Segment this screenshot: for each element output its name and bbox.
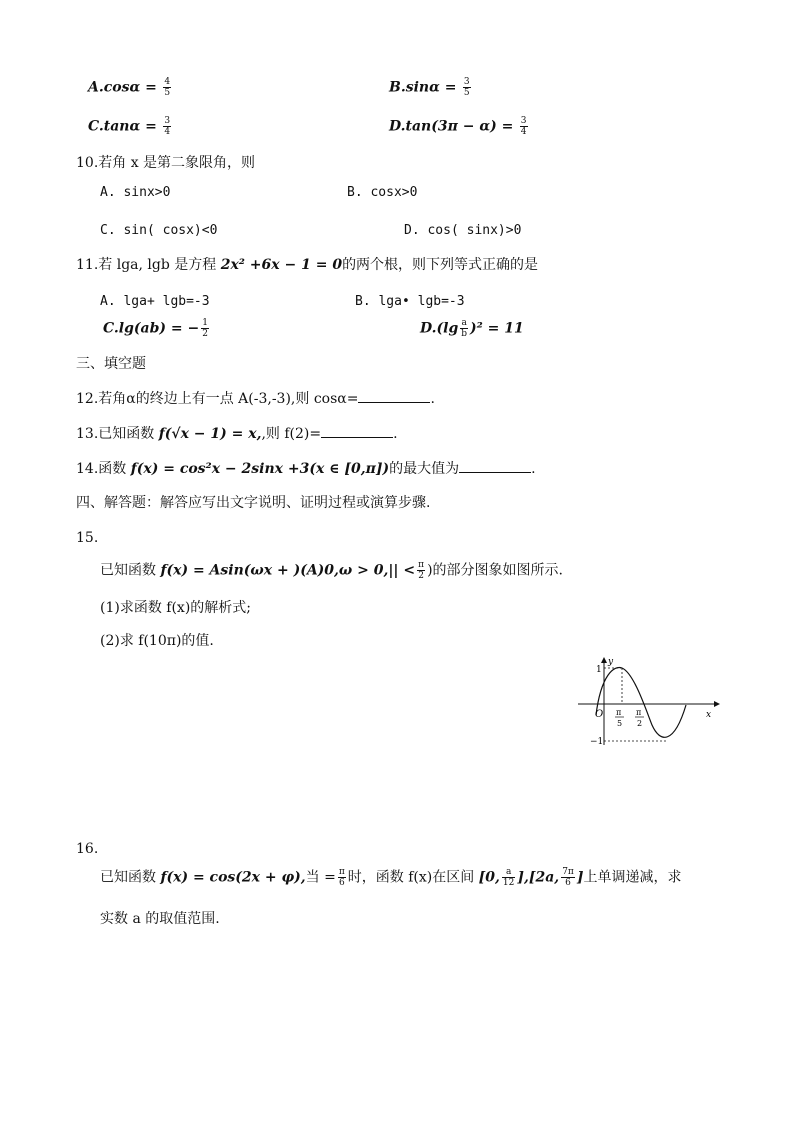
q11-option-c: C.lg(ab) = − $\frac{1}{2}$ xyxy=(103,318,208,339)
q15-stem: 已知函数 f(x) = Asin(ωx + )(A)0,ω > 0,|| < $\frac{\pi}{2}$ )的部分图象如图所示. xyxy=(100,560,563,581)
q9-option-a: A.cosα = $\frac{4}{5}$ xyxy=(88,77,171,98)
section-3-heading: 三、填空题 xyxy=(76,356,146,372)
y-axis-arrow xyxy=(601,657,607,663)
q11-option-b: B. lga• lgb=-3 xyxy=(355,294,465,309)
q12: 12.若角α的终边上有一点 A(-3,-3),则 cosα= . xyxy=(76,391,435,407)
q9-d-fraction: $\frac{3}{4}$ xyxy=(520,116,527,137)
q9-a-fraction: $\frac{4}{5}$ xyxy=(164,77,171,98)
q16-number: 16. xyxy=(76,841,99,857)
graph-tick2-den: 2 xyxy=(637,719,643,728)
q10-option-d: D. cos( sinx)>0 xyxy=(404,223,522,238)
graph-tick1-den: 5 xyxy=(617,719,623,728)
x-axis-arrow xyxy=(714,701,720,707)
q11-option-a: A. lga+ lgb=-3 xyxy=(100,294,210,309)
q16-line-2: 实数 a 的取值范围. xyxy=(100,911,220,927)
q11-equation: 2x² +6x − 1 = 0 xyxy=(220,257,343,273)
q16-stem: 已知函数 f(x) = cos(2x + φ),当 = $\frac{\pi}{6}$ 时，函数 f(x)在区间 [0, $\frac{a}{12}$ ],[2a, $\frac{7\pi}{6}$ ]上单调递减，求 xyxy=(100,867,682,888)
q15-part-2: (2)求 f(10π)的值. xyxy=(100,633,214,649)
q9-c-fraction: $\frac{3}{4}$ xyxy=(164,116,171,137)
q10-option-b: B. cosx>0 xyxy=(347,185,418,200)
q9-b-fraction: $\frac{3}{5}$ xyxy=(463,77,470,98)
q9-option-d: D.tan(3π − α) = $\frac{3}{4}$ xyxy=(389,116,527,137)
graph-tick1-num: π xyxy=(616,708,622,717)
graph-tick2-num: π xyxy=(636,708,642,717)
q13-blank[interactable] xyxy=(321,424,393,438)
q14: 14.函数 f(x) = cos²x − 2sinx +3(x ∈ [0,π])的最大值为 . xyxy=(76,461,536,477)
graph-y-top: 1 xyxy=(596,665,602,675)
q14-blank[interactable] xyxy=(459,459,531,473)
section-4-heading: 四、解答题：解答应写出文字说明、证明过程或演算步骤. xyxy=(76,495,431,511)
q9-option-c: C.tanα = $\frac{3}{4}$ xyxy=(88,116,171,137)
q11-option-d: D.(lg $\frac{a}{b}$ )² = 11 xyxy=(420,318,524,339)
q10-option-a: A. sinx>0 xyxy=(100,185,171,200)
q15-number: 15. xyxy=(76,530,99,546)
q12-blank[interactable] xyxy=(358,389,430,403)
graph-y-bottom: −1 xyxy=(590,737,604,747)
q9-option-b: B.sinα = $\frac{3}{5}$ xyxy=(389,77,470,98)
graph-y-label: y xyxy=(608,657,614,667)
q10-stem: 10.若角 x 是第二象限角，则 xyxy=(76,155,256,171)
graph-x-label: x xyxy=(706,710,712,720)
graph-origin: O xyxy=(595,709,604,720)
q11-stem: 11.若 lga, lgb 是方程 2x² +6x − 1 = 0的两个根，则下列等式正确的是 xyxy=(76,257,539,273)
q15-part-1: (1)求函数 f(x)的解析式; xyxy=(100,600,251,616)
q10-option-c: C. sin( cosx)<0 xyxy=(100,223,218,238)
sine-graph xyxy=(576,655,726,750)
q13: 13.已知函数 f(√x − 1) = x,,则 f(2)= . xyxy=(76,426,398,442)
